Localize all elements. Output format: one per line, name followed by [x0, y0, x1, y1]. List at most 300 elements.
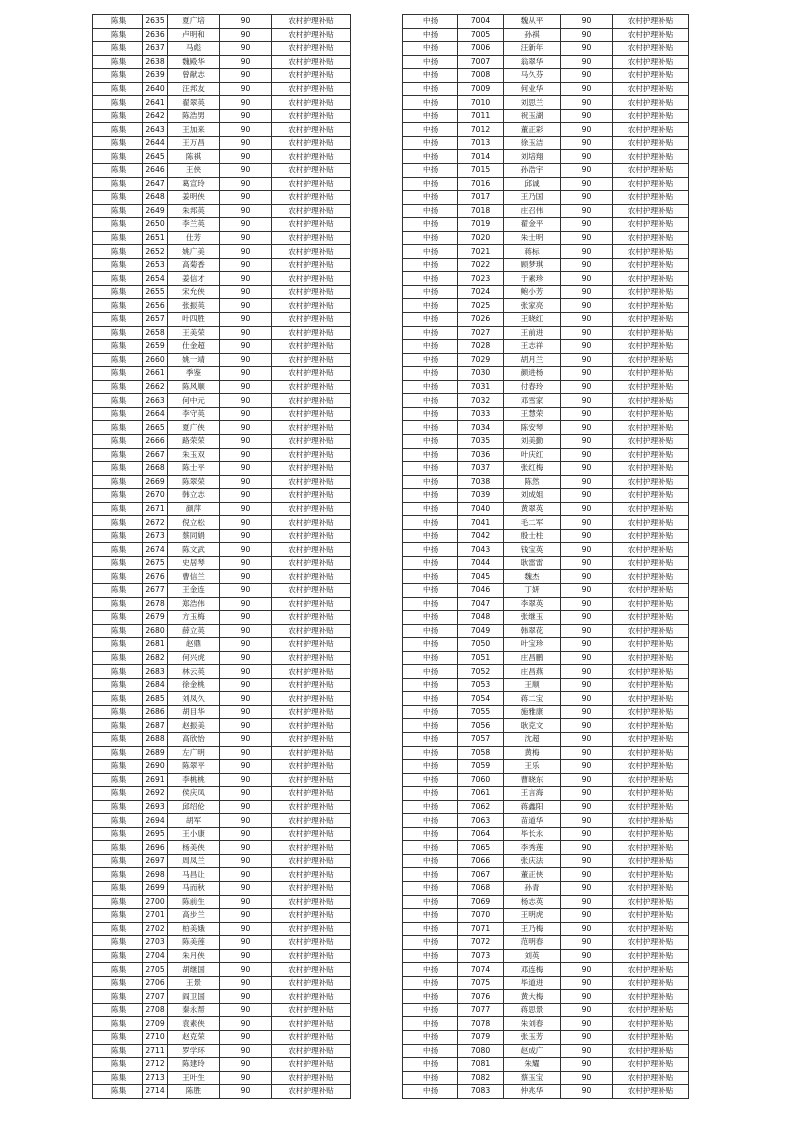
id-cell: 2659 [143, 340, 168, 354]
name-cell: 王晓红 [504, 313, 561, 327]
name-cell: 韩立志 [168, 489, 220, 503]
town-cell: 中扬 [403, 556, 458, 570]
subsidy-type-cell: 农村护理补贴 [613, 665, 689, 679]
town-cell: 中扬 [403, 82, 458, 96]
amount-cell: 90 [561, 1044, 613, 1058]
amount-cell: 90 [561, 407, 613, 421]
subsidy-type-cell: 农村护理补贴 [613, 177, 689, 191]
name-cell: 翟金平 [504, 218, 561, 232]
id-cell: 7039 [458, 489, 504, 503]
subsidy-type-cell: 农村护理补贴 [272, 705, 351, 719]
id-cell: 7013 [458, 136, 504, 150]
subsidy-type-cell: 农村护理补贴 [272, 570, 351, 584]
town-cell: 中扬 [403, 448, 458, 462]
town-cell: 陈集 [93, 787, 143, 801]
id-cell: 7007 [458, 55, 504, 69]
amount-cell: 90 [220, 28, 272, 42]
table-row [403, 895, 689, 909]
town-cell: 中扬 [403, 340, 458, 354]
town-cell: 陈集 [93, 665, 143, 679]
name-cell: 朱邦英 [168, 204, 220, 218]
name-cell: 魏从平 [504, 15, 561, 29]
table-row [93, 1044, 351, 1058]
town-cell: 中扬 [403, 597, 458, 611]
id-cell: 7073 [458, 949, 504, 963]
id-cell: 7063 [458, 814, 504, 828]
town-cell: 中扬 [403, 1044, 458, 1058]
amount-cell: 90 [561, 231, 613, 245]
id-cell: 2666 [143, 434, 168, 448]
name-cell: 何业华 [504, 82, 561, 96]
table-row [403, 136, 689, 150]
name-cell: 王乃国 [504, 191, 561, 205]
id-cell: 7010 [458, 96, 504, 110]
name-cell: 蔡玉宝 [504, 1071, 561, 1085]
subsidy-type-cell: 农村护理补贴 [272, 732, 351, 746]
id-cell: 2651 [143, 231, 168, 245]
id-cell: 7023 [458, 272, 504, 286]
table-row [403, 760, 689, 774]
town-cell: 陈集 [93, 462, 143, 476]
id-cell: 2701 [143, 909, 168, 923]
amount-cell: 90 [220, 1003, 272, 1017]
name-cell: 葛宣玲 [168, 177, 220, 191]
subsidy-type-cell: 农村护理补贴 [613, 705, 689, 719]
subsidy-type-cell: 农村护理补贴 [272, 380, 351, 394]
table-row [403, 516, 689, 530]
subsidy-type-cell: 农村护理补贴 [613, 882, 689, 896]
amount-cell: 90 [561, 448, 613, 462]
name-cell: 柏美娥 [168, 922, 220, 936]
town-cell: 陈集 [93, 868, 143, 882]
amount-cell: 90 [561, 597, 613, 611]
amount-cell: 90 [220, 15, 272, 29]
name-cell: 祝玉湖 [504, 109, 561, 123]
subsidy-type-cell: 农村护理补贴 [272, 516, 351, 530]
name-cell: 邱诚 [504, 177, 561, 191]
subsidy-type-cell: 农村护理补贴 [613, 949, 689, 963]
amount-cell: 90 [220, 611, 272, 625]
town-cell: 中扬 [403, 462, 458, 476]
amount-cell: 90 [561, 611, 613, 625]
name-cell: 季鉴 [168, 367, 220, 381]
subsidy-type-cell: 农村护理补贴 [613, 678, 689, 692]
town-cell: 中扬 [403, 949, 458, 963]
subsidy-type-cell: 农村护理补贴 [613, 1017, 689, 1031]
table-row [403, 367, 689, 381]
table-row [403, 448, 689, 462]
table-row [93, 164, 351, 178]
table-row [93, 1071, 351, 1085]
town-cell: 陈集 [93, 1031, 143, 1045]
table-row [93, 760, 351, 774]
town-cell: 中扬 [403, 516, 458, 530]
id-cell: 7038 [458, 475, 504, 489]
town-cell: 陈集 [93, 55, 143, 69]
town-cell: 中扬 [403, 123, 458, 137]
amount-cell: 90 [220, 502, 272, 516]
id-cell: 2690 [143, 760, 168, 774]
name-cell: 朱月侠 [168, 949, 220, 963]
name-cell: 胡目华 [168, 705, 220, 719]
table-row [93, 245, 351, 259]
table-row [93, 407, 351, 421]
town-cell: 陈集 [93, 990, 143, 1004]
amount-cell: 90 [561, 109, 613, 123]
town-cell: 陈集 [93, 732, 143, 746]
name-cell: 阎卫国 [168, 990, 220, 1004]
town-cell: 中扬 [403, 434, 458, 448]
name-cell: 王加来 [168, 123, 220, 137]
table-row [403, 462, 689, 476]
subsidy-type-cell: 农村护理补贴 [272, 963, 351, 977]
id-cell: 2680 [143, 624, 168, 638]
id-cell: 2703 [143, 936, 168, 950]
town-cell: 中扬 [403, 936, 458, 950]
name-cell: 王志祥 [504, 340, 561, 354]
amount-cell: 90 [220, 1085, 272, 1099]
table-row [93, 516, 351, 530]
subsidy-type-cell: 农村护理补贴 [272, 665, 351, 679]
table-row [93, 814, 351, 828]
subsidy-type-cell: 农村护理补贴 [272, 922, 351, 936]
amount-cell: 90 [220, 732, 272, 746]
name-cell: 王言海 [504, 787, 561, 801]
amount-cell: 90 [561, 394, 613, 408]
town-cell: 陈集 [93, 1003, 143, 1017]
table-row [93, 570, 351, 584]
subsidy-type-cell: 农村护理补贴 [272, 760, 351, 774]
amount-cell: 90 [561, 55, 613, 69]
name-cell: 毕长永 [504, 827, 561, 841]
amount-cell: 90 [561, 1071, 613, 1085]
amount-cell: 90 [561, 841, 613, 855]
name-cell: 翁翠华 [504, 55, 561, 69]
town-cell: 中扬 [403, 651, 458, 665]
name-cell: 付春玲 [504, 380, 561, 394]
town-cell: 陈集 [93, 380, 143, 394]
table-row [93, 543, 351, 557]
table-row [93, 678, 351, 692]
id-cell: 7070 [458, 909, 504, 923]
subsidy-type-cell: 农村护理补贴 [272, 150, 351, 164]
subsidy-type-cell: 农村护理补贴 [272, 868, 351, 882]
table-row [403, 583, 689, 597]
table-row [403, 949, 689, 963]
subsidy-type-cell: 农村护理补贴 [272, 800, 351, 814]
amount-cell: 90 [561, 909, 613, 923]
id-cell: 2682 [143, 651, 168, 665]
table-row [403, 529, 689, 543]
name-cell: 孙浩宇 [504, 164, 561, 178]
table-row [403, 15, 689, 29]
name-cell: 陈前生 [168, 895, 220, 909]
town-cell: 陈集 [93, 434, 143, 448]
amount-cell: 90 [561, 543, 613, 557]
subsidy-type-cell: 农村护理补贴 [272, 164, 351, 178]
name-cell: 侯庆凤 [168, 787, 220, 801]
table-row [403, 191, 689, 205]
amount-cell: 90 [561, 475, 613, 489]
town-cell: 中扬 [403, 963, 458, 977]
name-cell: 史居琴 [168, 556, 220, 570]
name-cell: 姚一靖 [168, 353, 220, 367]
table-row [403, 597, 689, 611]
name-cell: 姚广美 [168, 245, 220, 259]
town-cell: 中扬 [403, 272, 458, 286]
table-row [403, 380, 689, 394]
name-cell: 胡继国 [168, 963, 220, 977]
id-cell: 2681 [143, 638, 168, 652]
amount-cell: 90 [561, 421, 613, 435]
id-cell: 2636 [143, 28, 168, 42]
town-cell: 陈集 [93, 529, 143, 543]
town-cell: 陈集 [93, 597, 143, 611]
table-row [93, 719, 351, 733]
table-row [403, 69, 689, 83]
town-cell: 中扬 [403, 570, 458, 584]
name-cell: 邱绍伦 [168, 800, 220, 814]
name-cell: 李守英 [168, 407, 220, 421]
town-cell: 陈集 [93, 502, 143, 516]
name-cell: 施雅康 [504, 705, 561, 719]
id-cell: 2695 [143, 827, 168, 841]
town-cell: 中扬 [403, 326, 458, 340]
town-cell: 中扬 [403, 760, 458, 774]
table-row [93, 367, 351, 381]
table-row [403, 164, 689, 178]
id-cell: 7028 [458, 340, 504, 354]
subsidy-type-cell: 农村护理补贴 [613, 258, 689, 272]
name-cell: 王美荣 [168, 326, 220, 340]
id-cell: 2686 [143, 705, 168, 719]
amount-cell: 90 [561, 353, 613, 367]
table-row [93, 1017, 351, 1031]
town-cell: 陈集 [93, 448, 143, 462]
town-cell: 陈集 [93, 1044, 143, 1058]
table-row [403, 96, 689, 110]
town-cell: 陈集 [93, 272, 143, 286]
id-cell: 2688 [143, 732, 168, 746]
id-cell: 2691 [143, 773, 168, 787]
subsidy-type-cell: 农村护理补贴 [272, 1071, 351, 1085]
table-row [93, 96, 351, 110]
id-cell: 7061 [458, 787, 504, 801]
table-row [93, 1085, 351, 1099]
amount-cell: 90 [561, 895, 613, 909]
name-cell: 刘英 [504, 949, 561, 963]
amount-cell: 90 [220, 1017, 272, 1031]
amount-cell: 90 [561, 882, 613, 896]
subsidy-type-cell: 农村护理补贴 [613, 570, 689, 584]
id-cell: 2704 [143, 949, 168, 963]
table-row [93, 150, 351, 164]
table-row [403, 123, 689, 137]
amount-cell: 90 [220, 990, 272, 1004]
name-cell: 朱刘春 [504, 1017, 561, 1031]
town-cell: 陈集 [93, 556, 143, 570]
table-row [93, 462, 351, 476]
subsidy-type-cell: 农村护理补贴 [613, 272, 689, 286]
amount-cell: 90 [220, 313, 272, 327]
table-row [93, 340, 351, 354]
subsidy-type-cell: 农村护理补贴 [613, 692, 689, 706]
name-cell: 范明春 [504, 936, 561, 950]
name-cell: 王景 [168, 976, 220, 990]
table-row [403, 285, 689, 299]
table-row [93, 665, 351, 679]
table-row [93, 448, 351, 462]
town-cell: 陈集 [93, 394, 143, 408]
id-cell: 2655 [143, 285, 168, 299]
id-cell: 2652 [143, 245, 168, 259]
table-row [93, 773, 351, 787]
id-cell: 2692 [143, 787, 168, 801]
id-cell: 7047 [458, 597, 504, 611]
name-cell: 宋允侠 [168, 285, 220, 299]
amount-cell: 90 [561, 787, 613, 801]
name-cell: 魏杰 [504, 570, 561, 584]
subsidy-type-cell: 农村护理补贴 [272, 15, 351, 29]
town-cell: 陈集 [93, 963, 143, 977]
name-cell: 李翠英 [504, 597, 561, 611]
table-row [403, 1003, 689, 1017]
table-row [403, 1058, 689, 1072]
id-cell: 2678 [143, 597, 168, 611]
table-row [93, 909, 351, 923]
town-cell: 中扬 [403, 489, 458, 503]
amount-cell: 90 [561, 150, 613, 164]
id-cell: 2685 [143, 692, 168, 706]
amount-cell: 90 [220, 191, 272, 205]
name-cell: 颜进杨 [504, 367, 561, 381]
subsidy-type-cell: 农村护理补贴 [613, 421, 689, 435]
town-cell: 中扬 [403, 204, 458, 218]
subsidy-type-cell: 农村护理补贴 [272, 1044, 351, 1058]
town-cell: 中扬 [403, 421, 458, 435]
town-cell: 陈集 [93, 882, 143, 896]
table-row [93, 827, 351, 841]
town-cell: 中扬 [403, 407, 458, 421]
subsidy-type-cell: 农村护理补贴 [272, 367, 351, 381]
amount-cell: 90 [220, 285, 272, 299]
table-row [403, 909, 689, 923]
town-cell: 中扬 [403, 299, 458, 313]
id-cell: 7078 [458, 1017, 504, 1031]
name-cell: 朱士明 [504, 231, 561, 245]
town-cell: 陈集 [93, 719, 143, 733]
name-cell: 仕金超 [168, 340, 220, 354]
name-cell: 李秀莲 [504, 841, 561, 855]
name-cell: 陈士平 [168, 462, 220, 476]
table-row [403, 245, 689, 259]
amount-cell: 90 [561, 204, 613, 218]
subsidy-type-cell: 农村护理补贴 [613, 245, 689, 259]
name-cell: 毕道进 [504, 976, 561, 990]
subsidy-type-cell: 农村护理补贴 [613, 814, 689, 828]
id-cell: 2648 [143, 191, 168, 205]
town-cell: 中扬 [403, 678, 458, 692]
name-cell: 方玉梅 [168, 611, 220, 625]
id-cell: 2656 [143, 299, 168, 313]
table-row [93, 218, 351, 232]
id-cell: 2645 [143, 150, 168, 164]
name-cell: 林云英 [168, 665, 220, 679]
amount-cell: 90 [220, 326, 272, 340]
amount-cell: 90 [561, 1031, 613, 1045]
table-row [93, 489, 351, 503]
town-cell: 陈集 [93, 638, 143, 652]
town-cell: 中扬 [403, 665, 458, 679]
table-row [403, 976, 689, 990]
name-cell: 毛二军 [504, 516, 561, 530]
subsidy-type-cell: 农村护理补贴 [613, 638, 689, 652]
id-cell: 7058 [458, 746, 504, 760]
amount-cell: 90 [561, 367, 613, 381]
table-row [403, 218, 689, 232]
id-cell: 7059 [458, 760, 504, 774]
subsidy-type-cell: 农村护理补贴 [613, 516, 689, 530]
name-cell: 王金连 [168, 583, 220, 597]
town-cell: 陈集 [93, 109, 143, 123]
table-row [403, 705, 689, 719]
name-cell: 刘培翔 [504, 150, 561, 164]
id-cell: 7044 [458, 556, 504, 570]
table-row [93, 434, 351, 448]
amount-cell: 90 [220, 109, 272, 123]
subsidy-type-cell: 农村护理补贴 [272, 611, 351, 625]
table-row [93, 841, 351, 855]
name-cell: 沈超 [504, 732, 561, 746]
town-cell: 陈集 [93, 245, 143, 259]
name-cell: 殷士柱 [504, 529, 561, 543]
table-row [93, 1031, 351, 1045]
amount-cell: 90 [220, 177, 272, 191]
amount-cell: 90 [561, 28, 613, 42]
amount-cell: 90 [220, 570, 272, 584]
name-cell: 张振英 [168, 299, 220, 313]
subsidy-type-cell: 农村护理补贴 [272, 177, 351, 191]
town-cell: 陈集 [93, 814, 143, 828]
amount-cell: 90 [561, 1058, 613, 1072]
amount-cell: 90 [220, 150, 272, 164]
id-cell: 2712 [143, 1058, 168, 1072]
subsidy-type-cell: 农村护理补贴 [272, 448, 351, 462]
id-cell: 7011 [458, 109, 504, 123]
table-row [403, 1017, 689, 1031]
subsidy-type-cell: 农村护理补贴 [613, 285, 689, 299]
table-row [93, 882, 351, 896]
table-row [403, 1044, 689, 1058]
id-cell: 2706 [143, 976, 168, 990]
town-cell: 陈集 [93, 340, 143, 354]
table-row [403, 868, 689, 882]
town-cell: 陈集 [93, 516, 143, 530]
town-cell: 陈集 [93, 82, 143, 96]
amount-cell: 90 [561, 922, 613, 936]
subsidy-type-cell: 农村护理补贴 [613, 746, 689, 760]
name-cell: 朱耀 [504, 1058, 561, 1072]
amount-cell: 90 [561, 516, 613, 530]
table-row [403, 543, 689, 557]
amount-cell: 90 [220, 814, 272, 828]
town-cell: 中扬 [403, 380, 458, 394]
id-cell: 2642 [143, 109, 168, 123]
id-cell: 7067 [458, 868, 504, 882]
name-cell: 马彪 [168, 42, 220, 56]
subsidy-type-cell: 农村护理补贴 [272, 1058, 351, 1072]
amount-cell: 90 [561, 82, 613, 96]
